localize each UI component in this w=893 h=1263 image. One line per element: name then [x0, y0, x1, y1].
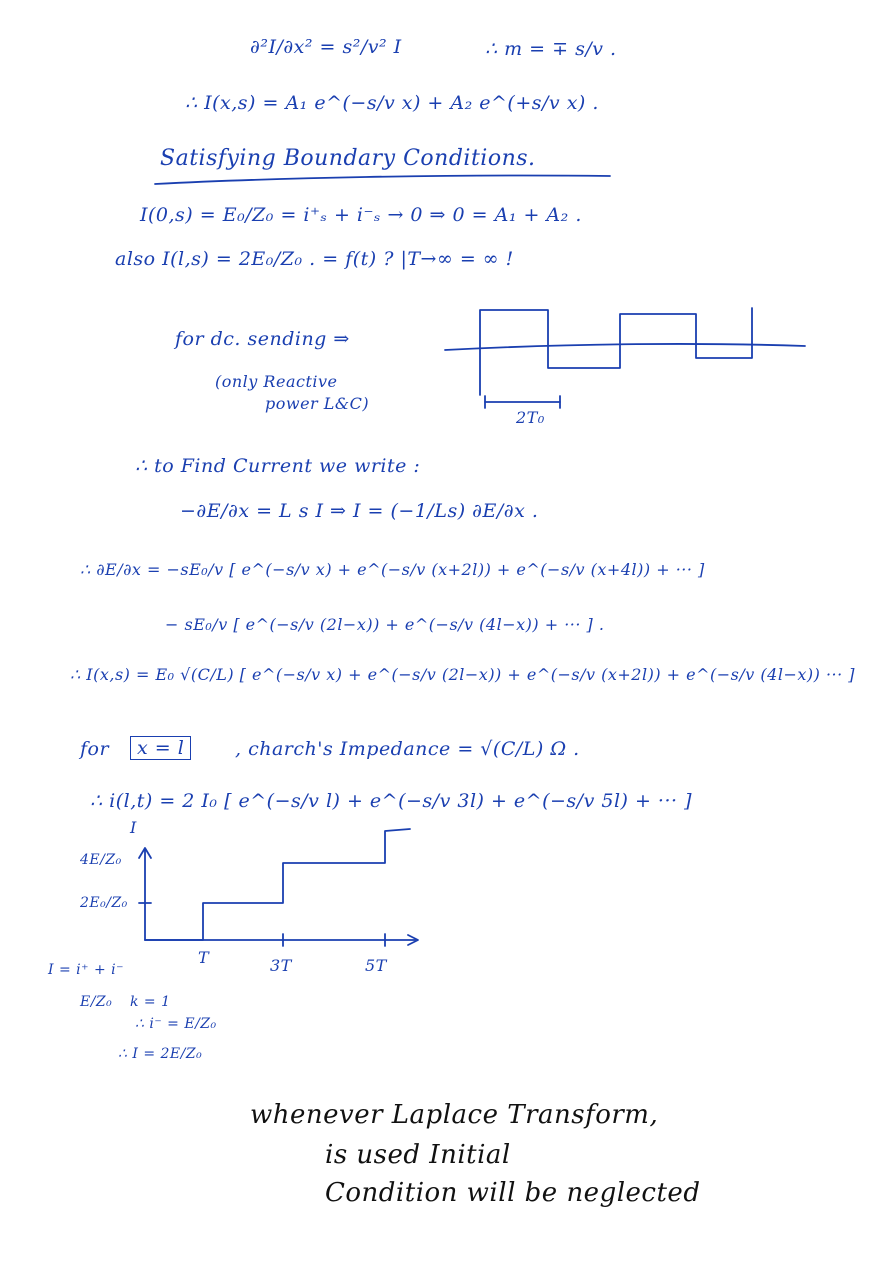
heading-underline	[150, 170, 620, 190]
pde-equation: ∂²I/∂x² = s²/v² I	[250, 36, 402, 58]
dc-sending-label: for dc. sending ⇒	[175, 328, 350, 350]
for-label: for	[80, 738, 110, 760]
graph-x-tick-T: T	[198, 948, 210, 967]
graph-y-tick-mid: 2E₀/Z₀	[80, 895, 128, 911]
side-equation-1: I = i⁺ + i⁻	[48, 962, 125, 978]
find-current-heading: ∴ to Find Current we write :	[135, 455, 421, 477]
period-label: 2T₀	[516, 408, 545, 427]
dEdx-equation-1: ∴ ∂E/∂x = −sE₀/v [ e^(−s/v x) + e^(−s/v (x+2l)) + e^(−s/v (x+4l)) + ··· ]	[80, 560, 705, 579]
roots-equation: ∴ m = ∓ s/v .	[485, 38, 617, 60]
side-equation-4: ∴ i⁻ = E/Z₀	[135, 1016, 217, 1032]
graph-y-tick-top: 4E/Z₀	[80, 852, 122, 868]
graph-x-tick-3T: 3T	[270, 956, 292, 975]
side-equation-5: ∴ I = 2E/Z₀	[118, 1046, 203, 1062]
side-equation-3: k = 1	[130, 994, 171, 1010]
general-solution: ∴ I(x,s) = A₁ e^(−s/v x) + A₂ e^(+s/v x) .	[185, 92, 599, 114]
graph-x-tick-5T: 5T	[365, 956, 387, 975]
boundary-condition-l: also I(l,s) = 2E₀/Z₀ . = f(t) ? |T→∞ = ∞ !	[115, 248, 514, 270]
square-wave-sketch	[440, 300, 810, 430]
heading-boundary-conditions: Satisfying Boundary Conditions.	[160, 146, 536, 171]
boundary-condition-zero: I(0,s) = E₀/Z₀ = i⁺ₛ + i⁻ₛ → 0 ⇒ 0 = A₁ + A₂ .	[140, 204, 582, 226]
graph-y-axis-label: I	[130, 818, 137, 837]
current-equation: −∂E/∂x = L s I ⇒ I = (−1/Ls) ∂E/∂x .	[180, 500, 539, 522]
side-equation-2: E/Z₀	[80, 994, 113, 1010]
footer-note-line2: is used Initial	[325, 1140, 511, 1170]
graph-staircase-line	[145, 829, 410, 940]
characteristic-impedance: , charch's Impedance = √(C/L) Ω .	[235, 738, 580, 760]
footer-note-line3: Condition will be neglected	[325, 1178, 701, 1208]
boxed-condition: x = l	[130, 736, 191, 760]
footer-note-line1: whenever Laplace Transform,	[250, 1100, 659, 1130]
dc-note-line1: (only Reactive	[215, 372, 338, 391]
Ixs-equation: ∴ I(x,s) = E₀ √(C/L) [ e^(−s/v x) + e^(−s/v (2l−x)) + e^(−s/v (x+2l)) + e^(−s/v (4l−x)) ··· ]	[70, 665, 856, 684]
current-at-l: ∴ i(l,t) = 2 I₀ [ e^(−s/v l) + e^(−s/v 3l) + e^(−s/v 5l) + ··· ]	[90, 790, 692, 812]
dc-note-line2: power L&C)	[265, 394, 370, 413]
dEdx-equation-2: − sE₀/v [ e^(−s/v (2l−x)) + e^(−s/v (4l−x)) + ··· ] .	[165, 615, 605, 634]
